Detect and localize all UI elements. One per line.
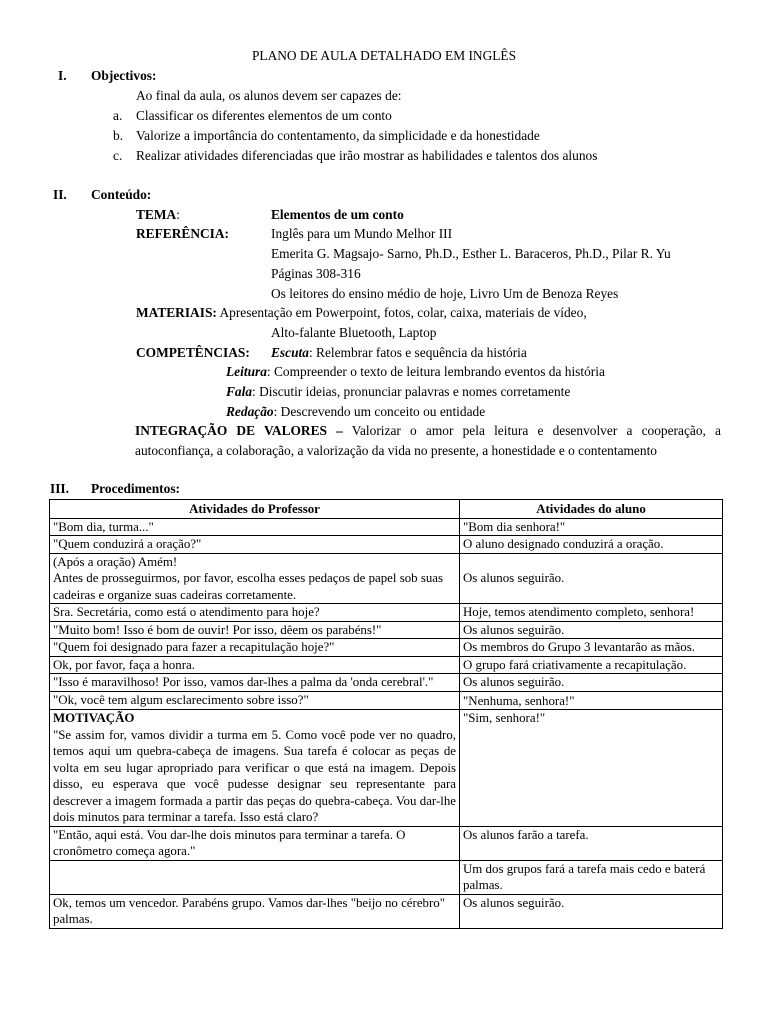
teacher-activity-line: (Após a oração) Amém! [53,554,178,569]
teacher-activity: "Bom dia, turma..." [50,518,460,536]
section-1-numeral: I. [58,68,67,83]
objective-marker: c. [113,148,123,163]
motivation-heading: MOTIVAÇÃO [53,711,135,725]
tema-label: TEMA [136,207,177,222]
teacher-activity: Sra. Secretária, como está o atendimento para hoje? [50,604,460,622]
student-activity: O grupo fará criativamente a recapitulação. [460,656,723,674]
competency-skill: Fala [226,384,253,399]
table-row [50,674,723,692]
student-activity: "Bom dia senhora!" [460,518,723,536]
objective-marker: a. [113,108,123,123]
student-activity: Os alunos seguirão. [460,894,723,928]
student-activity: Os alunos farão a tarefa. [460,826,723,860]
competency-skill: Redação [226,404,274,419]
student-activity: O aluno designado conduzirá a oração. [460,536,723,554]
student-activity: Os membros do Grupo 3 levantarão as mãos. [460,639,723,657]
student-activity: Os alunos seguirão. [460,621,723,639]
materials-row [136,303,587,323]
student-activity: "Nenhuma, senhora!" [460,691,723,710]
section-1-heading: Objectivos: [91,68,157,83]
competency-item [226,382,570,402]
competency-text: : Compreender o texto de leitura lembrando eventos da história [266,364,605,379]
teacher-activity: Ok, por favor, faça a honra. [50,656,460,674]
column-header-student: Atividades do aluno [460,500,723,519]
competency-item [226,362,605,382]
column-header-teacher: Atividades do Professor [50,500,460,519]
table-row [50,656,723,674]
competency-skill: Escuta [271,345,309,360]
table-row [50,553,723,604]
values-integration-paragraph [135,421,721,460]
table-row [50,894,723,928]
reference-line: Inglês para um Mundo Melhor III [271,226,453,241]
table-row [50,604,723,622]
reference-line: Emerita G. Magsajo- Sarno, Ph.D., Esther L. Baraceros, Ph.D., Pilar R. Yu [271,246,671,261]
objectives-intro: Ao final da aula, os alunos devem ser capazes de: [136,88,402,103]
teacher-activity [50,710,460,827]
teacher-activity: "Ok, você tem algum esclarecimento sobre isso?" [50,691,460,710]
section-3-numeral: III. [50,481,69,496]
table-row [50,536,723,554]
teacher-activity [50,553,460,604]
reference-line: Os leitores do ensino médio de hoje, Livro Um de Benoza Reyes [271,286,619,301]
objective-item: Classificar os diferentes elementos de um conto [136,108,392,123]
table-row [50,860,723,894]
table-row [50,639,723,657]
materials-line: Alto-falante Bluetooth, Laptop [271,325,437,340]
teacher-activity: "Isso é maravilhoso! Por isso, vamos dar-lhes a palma da 'onda cerebral'." [50,674,460,692]
student-activity: Os alunos seguirão. [460,553,723,604]
objective-marker: b. [113,128,124,143]
competency-text: : Descrevendo um conceito ou entidade [273,404,486,419]
teacher-activity: "Quem foi designado para fazer a recapitulação hoje?" [50,639,460,657]
tema-row [136,205,180,225]
procedures-table [49,499,723,929]
section-2-numeral: II. [53,187,67,202]
motivation-text: "Se assim for, vamos dividir a turma em 5. Como você pode ver no quadro, temos aqui um quebra-cabeça de imagens. Sua tarefa é colocar as peças de volta em seu lugar apropriado para verificar o que está na imagem. Depois disso, eu esperava que você pudesse designar seu representante para descrever a imagem formada a partir das peças do quebra-cabeça. Vou dar-lhe dois minutos para terminar a tarefa. Isso está claro? [53,727,456,824]
teacher-activity: Ok, temos um vencedor. Parabéns grupo. Vamos dar-lhes "beijo no cérebro" palmas. [50,894,460,928]
table-row [50,621,723,639]
competency-item [271,343,527,363]
table-row [50,691,723,710]
student-activity: Os alunos seguirão. [460,674,723,692]
teacher-activity: "Muito bom! Isso é bom de ouvir! Por isso, dêem os parabéns!" [50,621,460,639]
values-text: Valorizar o amor pela leitura e desenvolver a cooperação, a autoconfiança, a colaboração, a valorização da vida no presente, a honestidade e o contentamento [135,423,721,458]
materials-line: Apresentação em Powerpoint, fotos, colar, caixa, materiais de vídeo, [219,305,587,320]
table-row [50,518,723,536]
teacher-activity-line: Antes de prosseguirmos, por favor, escolha esses pedaços de papel sob suas cadeiras e organize suas cadeiras corretamente. [53,571,444,602]
table-header-row [50,500,723,519]
teacher-activity [50,860,460,894]
tema-value: Elementos de um conto [271,207,404,222]
table-row [50,710,723,827]
student-activity: "Sim, senhora!" [460,710,723,827]
values-label: INTEGRAÇÃO DE VALORES – [135,423,343,438]
student-activity: Hoje, temos atendimento completo, senhora! [460,604,723,622]
competency-text: : Discutir ideias, pronunciar palavras e nomes corretamente [252,384,571,399]
teacher-activity: "Então, aqui está. Vou dar-lhe dois minutos para terminar a tarefa. O cronômetro começa agora." [50,826,460,860]
objective-item: Realizar atividades diferenciadas que irão mostrar as habilidades e talentos dos alunos [136,148,598,163]
competency-skill: Leitura [226,364,267,379]
student-activity: Um dos grupos fará a tarefa mais cedo e baterá palmas. [460,860,723,894]
materials-label: MATERIAIS: [136,305,217,320]
competency-item [226,402,485,422]
objective-item: Valorize a importância do contentamento, da simplicidade e da honestidade [136,128,540,143]
document-title: PLANO DE AULA DETALHADO EM INGLÊS [251,48,517,63]
section-3-heading: Procedimentos: [91,481,181,496]
competencies-label: COMPETÊNCIAS: [136,345,250,360]
reference-label: REFERÊNCIA: [136,226,229,241]
reference-line: Páginas 308-316 [271,266,361,281]
table-row [50,826,723,860]
competency-text: : Relembrar fatos e sequência da história [308,345,527,360]
tema-colon: : [176,207,180,222]
section-2-heading: Conteúdo: [91,187,152,202]
teacher-activity: "Quem conduzirá a oração?" [50,536,460,554]
